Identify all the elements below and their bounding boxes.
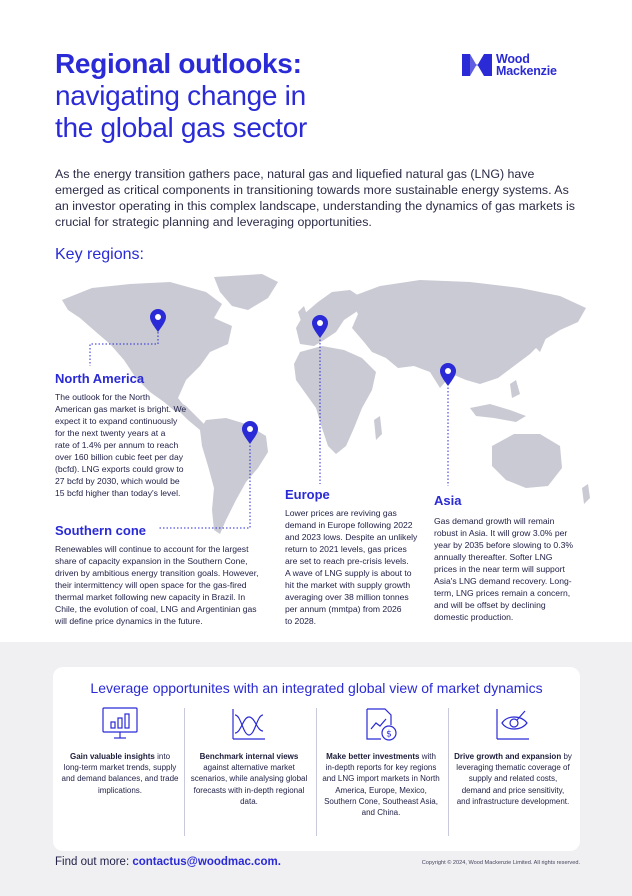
philippines-shape [510,380,520,398]
monitor-chart-icon [100,705,140,743]
contact-email-link[interactable]: contactus@woodmac.com. [132,856,281,868]
title-line-1: Regional outlooks: [55,48,302,79]
eye-chart-icon [493,705,533,743]
feature-divider [448,708,449,836]
find-more-label: Find out more: [55,856,133,868]
feature-insights-text: Gain valuable insights into long-term market trends, supply and demand balances, and trade implications. [61,752,179,795]
europe-title: Europe [285,487,330,502]
logo-line-2: Mackenzie [496,64,557,78]
logo-line-1: Wood [496,52,530,66]
feature-benchmark-text: Benchmark internal views against alternative market scenarios, while analysing global forecasts with in-depth regional data. [190,752,308,806]
southern-cone-title: Southern cone [55,523,147,538]
feature-insights [61,705,179,796]
south-america-shape [200,418,268,534]
report-dollar-icon [361,705,401,743]
asia-title: Asia [434,493,462,508]
feature-growth [454,705,572,807]
title-line-3: the global gas sector [55,112,308,143]
madagascar-shape [374,416,382,440]
indonesia-shape [470,404,526,422]
key-regions-heading: Key regions: [55,246,144,263]
logo-mark-icon [462,52,492,78]
title-line-2: navigating change in [55,80,306,111]
southern-cone-text: Renewables will continue to account for the largest share of capacity expansion in the Southern Cone, driven by ambitious energy transition goals. However, their intermittency will open space for the gas-fired thermal market following new capacity in Brazil. In Chile, the evolution of coal, LNG and Argentinian gas will define price dynamics in the future. [55,544,259,626]
feature-investments [322,705,440,818]
page-title [55,48,385,144]
north-america-text: The outlook for the North American gas market is bright. We expect it to expand continuously for the next twenty years at a rate of 1.4% per annum to reach over 160 billion cubic feet per day (bcfd). LNG exports could grow to 27 bcfd by 2030, which would be 15 bcfd higher than today's level. [55,392,187,498]
wood-mackenzie-logo [462,52,557,78]
africa-shape [294,346,376,454]
svg-text:$: $ [386,729,392,740]
feature-divider [316,708,317,836]
asia-shape [348,280,586,388]
greenland-shape [214,274,278,310]
intro-paragraph: As the energy transition gathers pace, natural gas and liquefied natural gas (LNG) have emerged as critical components in transitioning towards more sustainable energy systems. As an investor operating in this complex landscape, understanding the dynamics of gas markets is crucial for strategic planning and leveraging opportunities. [55,167,576,229]
feature-benchmark [190,705,308,807]
copyright-text: Copyright © 2024, Wood Mackenzie Limited. All rights reserved. [421,860,580,866]
leverage-title: Leverage opportunites with an integrated global view of market dynamics [90,680,543,696]
asia-text: Gas demand growth will remain robust in Asia. It will grow 3.0% per year by 2035 before slowing to 0.3% annually thereafter. Softer LNG prices in the near term will support Asia's LNG demand recovery. Long- term, LNG prices remain a concern, and will be offset by declining domestic production. [434,516,574,622]
feature-growth-text: Drive growth and expansion by leveraging thematic coverage of supply and related costs, demand and price sensitivity, and infrastructure development. [454,752,572,806]
australia-shape [492,434,562,488]
wave-chart-icon [229,705,269,743]
feature-investments-text: Make better investments with in-depth reports for key regions and LNG import markets in North America, Europe, Mexico, Southern Cone, Southeast Asia, and China. [322,752,440,818]
find-more [55,856,281,868]
europe-text: Lower prices are reviving gas demand in Europe following 2022 and 2023 lows. Despite an unlikely return to 2021 levels, gas prices are set to reach pre-crisis levels. A wave of LNG supply is about to hit the market with supply growth averaging over 38 million tonnes per annum (mmtpa) from 2026 to 2028. [285,508,418,626]
north-america-title: North America [55,371,145,386]
feature-divider [184,708,185,836]
new-zealand-shape [582,484,590,504]
